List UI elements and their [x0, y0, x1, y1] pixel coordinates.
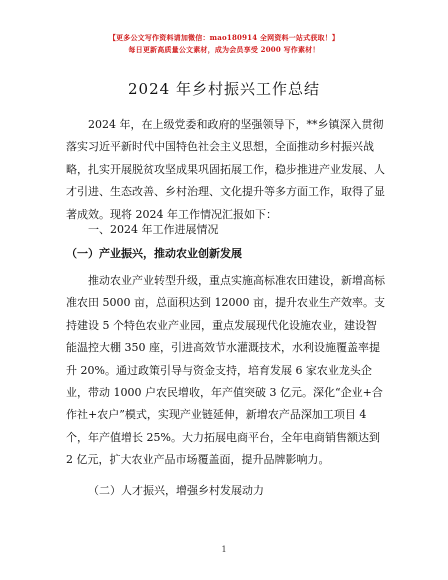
subsection-heading-1: （一）产业振兴，推动农业创新发展 [66, 247, 242, 260]
page-number: 1 [221, 545, 227, 554]
section-heading: 一、2024 年工作进展情况 [88, 223, 219, 236]
subsection-1-paragraph: 推动农业产业转型升级，重点实施高标准农田建设，新增高标准农田 5000 亩，总面积达到 12000 亩，提升农业生产效率。支持建设 5 个特色农业产业园，重点发展现代化设施农业，建设智能温控大棚 350 座，引进高效节水灌溉技术，水利设施覆盖率提升 20%。通过政策引导与资金支持，培育发展 6 家农业龙头企业，带动 1000 户农民增收，年产值突破 3 亿元。深化“企业+合作社+农户”模式，实现产业链延伸，新增农产品深加工项目 4 个，年产值增长 25%。大力拓展电商平台，全年电商销售额达到 2 亿元，扩大农业产品市场覆盖面，提升品牌影响力。 [66, 274, 385, 467]
subsection-heading-2: （二）人才振兴，增强乡村发展动力 [88, 484, 264, 497]
promo-banner-line-2: 每日更新高质量公文素材，成为会员享受 2000 写作素材！ [128, 45, 320, 54]
intro-paragraph: 2024 年，在上级党委和政府的坚强领导下，**乡镇深入贯彻落实习近平新时代中国特色社会主义思想，全面推动乡村振兴战略，扎实开展脱贫攻坚成果巩固拓展工作，稳步推进产业发展、人才引进、生态改善、乡村治理、文化提升等多方面工作，取得了显著成效。现将 2024 年工作情况汇报如下： [66, 118, 385, 221]
promo-banner-line-1: 【更多公文写作资料请加微信：mao180914 全网资料一站式获取！】 [108, 33, 340, 42]
document-title: 2024 年乡村振兴工作总结 [128, 80, 320, 98]
